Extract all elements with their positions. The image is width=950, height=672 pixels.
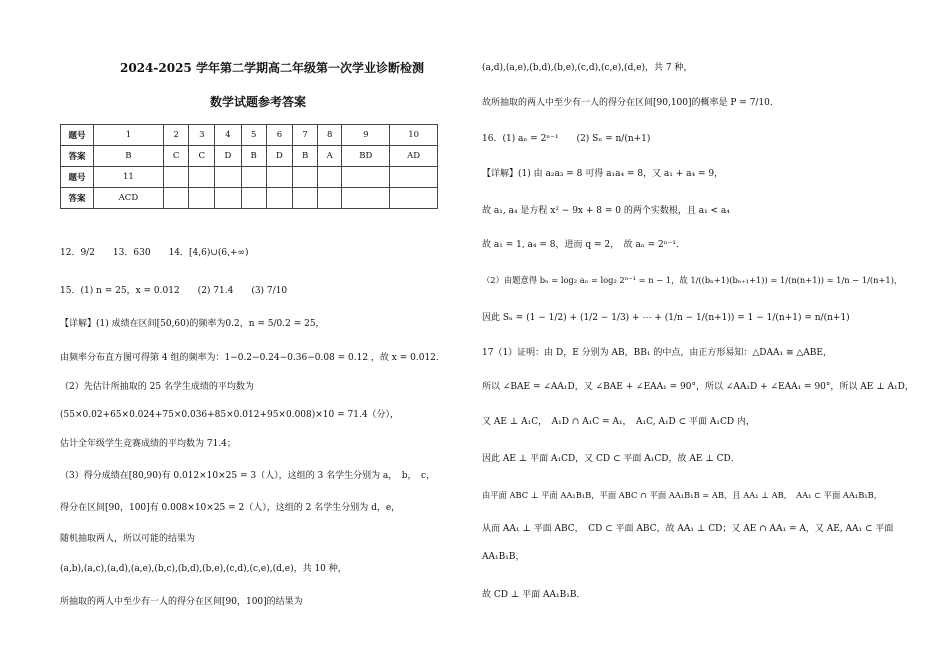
solution-line: 故 CD ⊥ 平面 AA₁B₁B． [482,590,586,600]
table-cell: BD [342,146,390,167]
table-cell: 题号 [61,125,94,146]
table-cell: 答案 [61,146,94,167]
table-cell: 1 [94,125,164,146]
table-cell [293,188,318,209]
table-cell: 5 [241,125,266,146]
table-cell: C [163,146,189,167]
solution-line: 故 a₁ = 1, a₄ = 8，进而 q = 2， 故 aₙ = 2ⁿ⁻¹． [482,240,685,250]
solution-line: 由平面 ABC ⊥ 平面 AA₁B₁B，平面 ABC ∩ 平面 AA₁B₁B = AB，且 AA₁ ⊥ AB， AA₁ ⊂ 平面 AA₁B₁B， [482,490,883,500]
table-cell [317,188,341,209]
solution-line: 估计全年级学生竞赛成绩的平均数为 71.4； [60,439,236,449]
table-cell [189,188,215,209]
table-cell [241,188,266,209]
table-cell: 9 [342,125,390,146]
table-cell [163,167,189,188]
table-cell [266,188,293,209]
solution-line: （2）先估计所抽取的 25 名学生成绩的平均数为 [60,382,254,392]
solution-line: 随机抽取两人，所以可能的结果为 [60,534,196,544]
solution-line: 故所抽取的两人中至少有一人的得分在区间[90,100]的概率是 P = 7/10． [482,98,779,108]
table-cell: 7 [293,125,318,146]
solution-line: 【详解】(1) 成绩在区间[50,60)的频率为0.2，n = 5/0.2 = 25， [60,319,325,329]
solution-line: 由频率分布直方图可得第 4 组的频率为：1−0.2−0.24−0.36−0.08 = 0.12 ，故 x = 0.012． [60,353,445,363]
table-cell: 6 [266,125,293,146]
solution-line: 所抽取的两人中至少有一人的得分在区间[90，100]的结果为 [60,597,303,607]
solution-line: 又 AE ⊥ A₁C， A₁D ∩ A₁C = A₁， A₁C, A₁D ⊂ 平面 A₁CD 内， [482,417,755,427]
table-row [61,167,438,188]
table-cell [317,167,341,188]
solution-line: 因此 Sₙ = (1 − 1/2) + (1/2 − 1/3) + ⋯ + (1/n − 1/(n+1)) = 1 − 1/(n+1) = n/(n+1) [482,313,850,323]
table-row [61,146,438,167]
table-cell [390,167,438,188]
solution-line: 得分在区间[90，100]有 0.008×10×25 = 2（人），这组的 2 名学生分别为 d，e， [60,503,401,513]
table-cell [266,167,293,188]
solution-line: (a,b),(a,c),(a,d),(a,e),(b,c),(b,d),(b,e),(c,d),(c,e),(d,e)，共 10 种， [60,564,347,574]
solution-line: 因此 AE ⊥ 平面 A₁CD，又 CD ⊂ 平面 A₁CD，故 AE ⊥ CD． [482,454,740,464]
table-cell: B [94,146,164,167]
table-cell: B [241,146,266,167]
table-cell [215,188,242,209]
table-cell: 8 [317,125,341,146]
table-cell [293,167,318,188]
table-cell: B [293,146,318,167]
solution-line: 从而 AA₁ ⊥ 平面 ABC， CD ⊂ 平面 ABC，故 AA₁ ⊥ CD；又 AE ∩ AA₁ = A，又 AE, AA₁ ⊂ 平面 [482,524,894,534]
answer-line: 16．(1) aₙ = 2ⁿ⁻¹ (2) Sₙ = n/(n+1) [482,134,651,144]
solution-line: (a,d),(a,e),(b,d),(b,e),(c,d),(c,e),(d,e)，共 7 种， [482,63,693,73]
table-cell: 答案 [61,188,94,209]
table-cell [342,167,390,188]
table-row [61,188,438,209]
table-cell [342,188,390,209]
table-cell: 2 [163,125,189,146]
solution-line: 【详解】(1) 由 a₂a₃ = 8 可得 a₁a₄ = 8，又 a₁ + a₄ = 9， [482,169,724,179]
answer-line: 15．(1) n = 25，x = 0.012 (2) 71.4 (3) 7/10 [60,286,288,296]
solution-line: 所以 ∠BAE = ∠AA₁D，又 ∠BAE + ∠EAA₁ = 90°，所以 ∠AA₁D + ∠EAA₁ = 90°，所以 AE ⊥ A₁D， [482,382,914,392]
table-cell: D [266,146,293,167]
solution-line: 故 a₁, a₄ 是方程 x² − 9x + 8 = 0 的两个实数根，且 a₁ < a₄ [482,206,730,216]
document-subtitle: 数学试题参考答案 [210,95,307,109]
solution-line: AA₁B₁B， [482,552,525,562]
table-cell [163,188,189,209]
table-cell [215,167,242,188]
table-cell [241,167,266,188]
table-cell: 10 [390,125,438,146]
table-cell: AD [390,146,438,167]
table-cell: D [215,146,242,167]
table-cell: A [317,146,341,167]
solution-line: （2）由题意得 bₙ = log₂ aₙ = log₂ 2ⁿ⁻¹ = n − 1，故 1/((bₙ+1)(bₙ₊₁+1)) = 1/(n(n+1)) = 1/n − 1/(n+1)， [482,275,903,285]
table-cell [390,188,438,209]
table-cell: C [189,146,215,167]
table-cell: ACD [94,188,164,209]
table-cell: 3 [189,125,215,146]
answer-line: 12．9/2 13．630 14．[4,6)∪(6,+∞) [60,248,249,258]
table-cell: 题号 [61,167,94,188]
table-cell: 11 [94,167,164,188]
solution-line: （3）得分成绩在[80,90)有 0.012×10×25 = 3（人），这组的 3 名学生分别为 a， b， c， [60,471,436,481]
table-cell: 4 [215,125,242,146]
table-cell [189,167,215,188]
solution-line: 17（1）证明：由 D，E 分别为 AB，BB₁ 的中点，由正方形易知：△DAA₁ ≅ △ABE， [482,348,832,358]
document-title: 2024-2025 学年第二学期高二年级第一次学业诊断检测 [120,61,424,75]
solution-line: (55×0.02+65×0.024+75×0.036+85×0.012+95×0.008)×10 = 71.4（分）， [60,410,400,420]
answer-table [60,124,438,209]
table-row [61,125,438,146]
